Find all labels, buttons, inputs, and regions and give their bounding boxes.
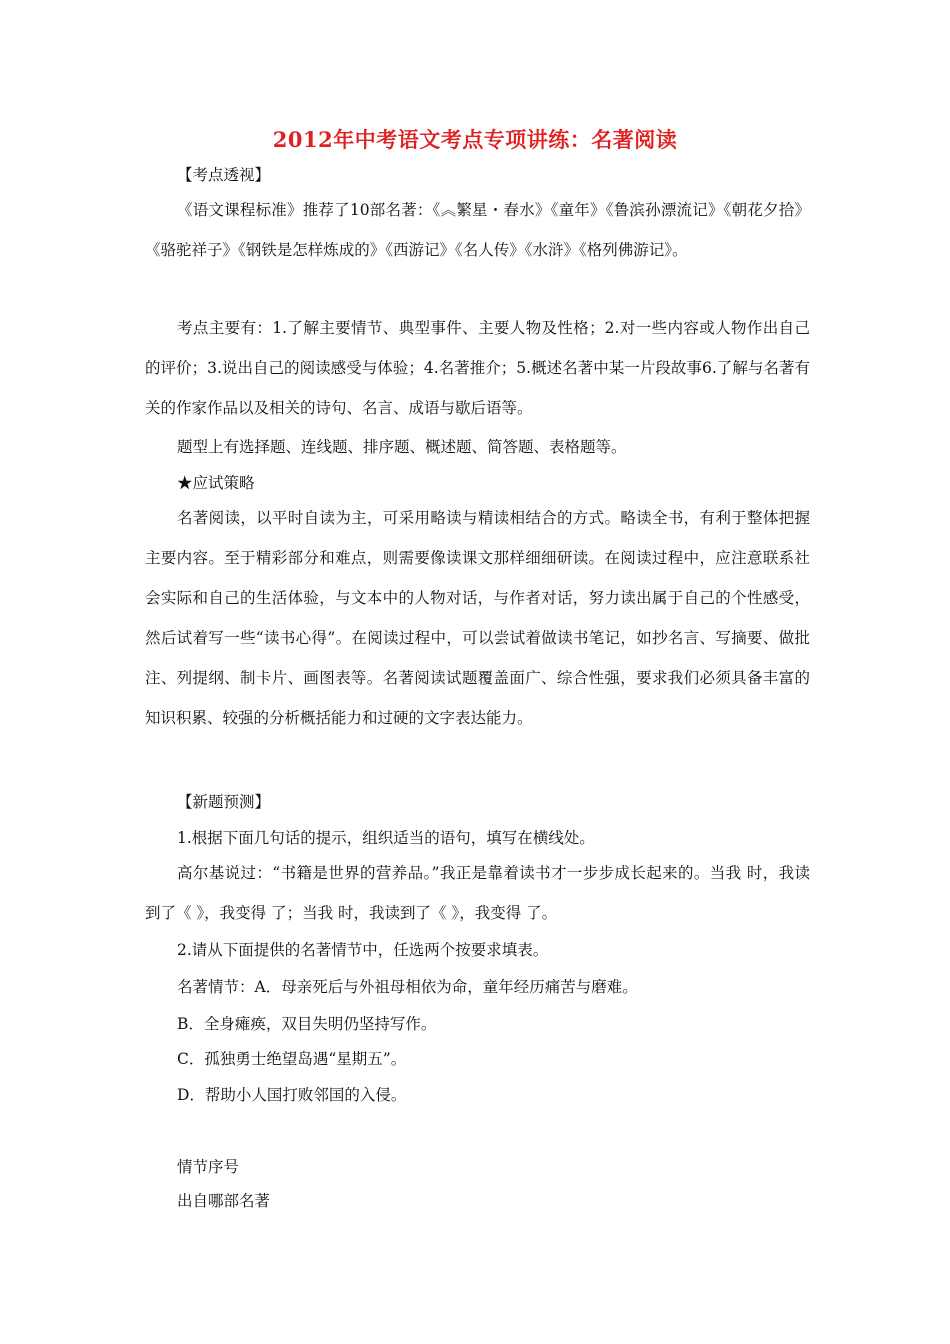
- question-1-text: 高尔基说过：“书籍是世界的营养品。”我正是靠着读书才一步步成长起来的。当我 时，我读到了《 》，我变得 了；当我 时，我读到了《 》，我变得 了。: [145, 864, 810, 922]
- plot-option-b: B．全身瘫痪，双目失明仍坚持写作。: [177, 1015, 437, 1033]
- plot-option-a: 名著情节：A．母亲死后与外祖母相依为命，童年经历痛苦与磨难。: [177, 978, 638, 996]
- section-heading-exam-points: 【考点透视】: [177, 166, 271, 184]
- section-heading-strategy: ★应试策略: [177, 474, 255, 492]
- section-heading-predictions: 【新题预测】: [177, 793, 271, 811]
- table-row-plot-number: 情节序号: [177, 1158, 240, 1176]
- paragraph-strategy: 名著阅读，以平时自读为主，可采用略读与精读相结合的方式。略读全书，有利于整体把握主要内容。至于精彩部分和难点，则需要像读课文那样细细研读。在阅读过程中，应注意联系社会实际和自己的生活体验，与文本中的人物对话，与作者对话，努力读出属于自己的个性感受，然后试着写一些“读书心得”。在阅读过程中，可以尝试着做读书笔记，如抄名言、写摘要、做批注、列提纲、制卡片、画图表等。名著阅读试题覆盖面广、综合性强，要求我们必须具备丰富的知识积累、较强的分析概括能力和过硬的文字表达能力。: [145, 509, 810, 727]
- paragraph-exam-points: 考点主要有：1.了解主要情节、典型事件、主要人物及性格；2.对一些内容或人物作出自己的评价；3.说出自己的阅读感受与体验；4.名著推介；5.概述名著中某一片段故事6.了解与名著有关的作家作品以及相关的诗句、名言、成语与歇后语等。: [145, 319, 810, 417]
- table-row-source-book: 出自哪部名著: [177, 1192, 271, 1210]
- paragraph-recommended-books: 《语文课程标准》推荐了10部名著：《︽繁星・春水》《童年》《鲁滨孙漂流记》《朝花夕拾》《骆驼祥子》《钢铁是怎样炼成的》《西游记》《名人传》《水浒》《格列佛游记》。: [145, 201, 810, 259]
- paragraph-question-types: 题型上有选择题、连线题、排序题、概述题、简答题、表格题等。: [177, 438, 627, 456]
- question-1: 1.根据下面几句话的提示，组织适当的语句，填写在横线处。: [177, 829, 595, 847]
- plot-option-c: C．孤独勇士绝望岛遇“星期五”。: [177, 1050, 407, 1068]
- plot-option-d: D．帮助小人国打败邻国的入侵。: [177, 1086, 407, 1104]
- page-title: 2012年中考语文考点专项讲练：名著阅读: [272, 127, 678, 152]
- question-2: 2.请从下面提供的名著情节中，任选两个按要求填表。: [177, 941, 549, 959]
